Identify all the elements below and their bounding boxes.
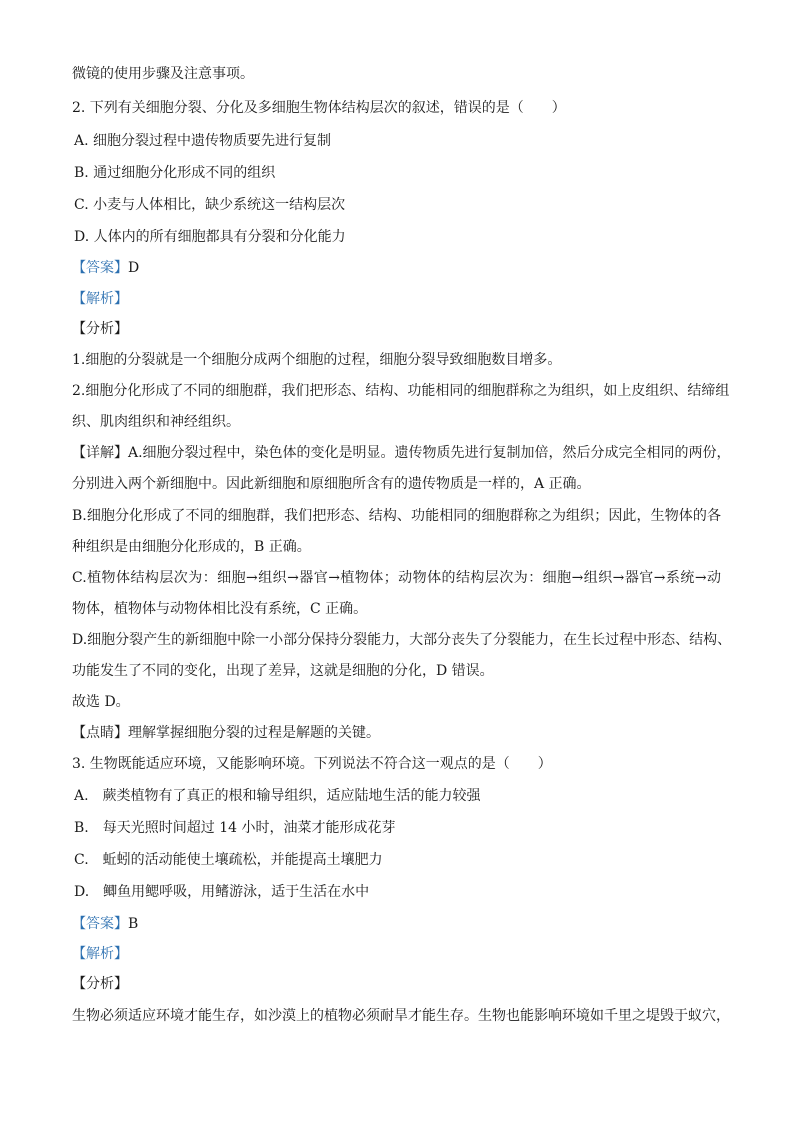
analysis-tag-line <box>72 289 721 309</box>
text-line: 生物必须适应环境才能生存，如沙漠上的植物必须耐旱才能生存。生物也能影响环境如千里之堤毁于蚁穴， <box>72 1008 730 1024</box>
fenxi-tag-line <box>72 319 721 339</box>
text-line: 物体，植物体与动物体相比没有系统，C 正确。 <box>72 601 368 617</box>
question-3-stem: 3. 生物既能适应环境，又能影响环境。下列说法不符合这一观点的是（ ） <box>72 756 552 772</box>
answer-value: D <box>128 260 140 276</box>
answer-tag: 【答案】 <box>72 260 128 276</box>
dianjing-text: 理解掌握细胞分裂的过程是解题的关键。 <box>128 725 380 741</box>
question-2-option-b: B. 通过细胞分化形成不同的组织 <box>74 165 276 181</box>
answer-row-q2 <box>72 258 721 278</box>
text-line: 分别进入两个新细胞中。因此新细胞和原细胞所含有的遗传物质是一样的，A 正确。 <box>72 476 591 492</box>
fenxi-tag-line <box>72 974 721 994</box>
text-line: 微镜的使用步骤及注意事项。 <box>72 66 254 82</box>
question-3-option-b: B. 每天光照时间超过 14 小时，油菜才能形成花芽 <box>74 820 396 836</box>
answer-tag: 【答案】 <box>72 916 128 932</box>
text-line: C.植物体结构层次为：细胞→组织→器官→植物体；动物体的结构层次为：细胞→组织→器官→系统→动 <box>72 570 721 586</box>
question-3-option-a: A. 蕨类植物有了真正的根和输导组织，适应陆地生活的能力较强 <box>74 788 481 804</box>
question-3-option-d: D. 鲫鱼用鳃呼吸，用鳍游泳，适于生活在水中 <box>74 884 370 900</box>
text-line: 2.细胞分化形成了不同的细胞群，我们把形态、结构、功能相同的细胞群称之为组织，如上皮组织、结缔组 <box>72 383 730 399</box>
question-2-option-a: A. 细胞分裂过程中遗传物质要先进行复制 <box>74 133 332 149</box>
question-2-option-d: D. 人体内的所有细胞都具有分裂和分化能力 <box>74 229 346 245</box>
dianjing-line <box>72 723 721 743</box>
question-3-option-c: C. 蚯蚓的活动能使土壤疏松，并能提高土壤肥力 <box>74 852 383 868</box>
text-line: 织、肌肉组织和神经组织。 <box>72 414 240 430</box>
fenxi-tag: 【分析】 <box>72 976 128 992</box>
detail-tag: 【详解】 <box>72 445 128 461</box>
analysis-tag: 【解析】 <box>72 291 128 307</box>
analysis-tag-line <box>72 944 721 964</box>
analysis-tag: 【解析】 <box>72 946 128 962</box>
answer-value: B <box>128 916 139 932</box>
dianjing-tag: 【点睛】 <box>72 725 128 741</box>
detail-text: A.细胞分裂过程中，染色体的变化是明显。遗传物质先进行复制加倍，然后分成完全相同的两份， <box>128 445 731 461</box>
question-2-stem: 2. 下列有关细胞分裂、分化及多细胞生物体结构层次的叙述，错误的是（ ） <box>72 100 566 116</box>
text-line: B.细胞分化形成了不同的细胞群，我们把形态、结构、功能相同的细胞群称之为组织；因此，生物体的各 <box>72 508 721 524</box>
text-line: D.细胞分裂产生的新细胞中除一小部分保持分裂能力，大部分丧失了分裂能力，在生长过程中形态、结构、 <box>72 632 732 648</box>
fenxi-tag: 【分析】 <box>72 321 128 337</box>
detail-line <box>72 443 731 463</box>
question-2-option-c: C. 小麦与人体相比，缺少系统这一结构层次 <box>74 197 346 213</box>
text-line: 功能发生了不同的变化，出现了差异，这就是细胞的分化，D 错误。 <box>72 663 494 679</box>
text-line: 故选 D。 <box>72 694 130 710</box>
text-line: 种组织是由细胞分化形成的，B 正确。 <box>72 539 311 555</box>
text-line: 1.细胞的分裂就是一个细胞分成两个细胞的过程，细胞分裂导致细胞数目增多。 <box>72 352 562 368</box>
answer-row-q3 <box>72 914 721 934</box>
